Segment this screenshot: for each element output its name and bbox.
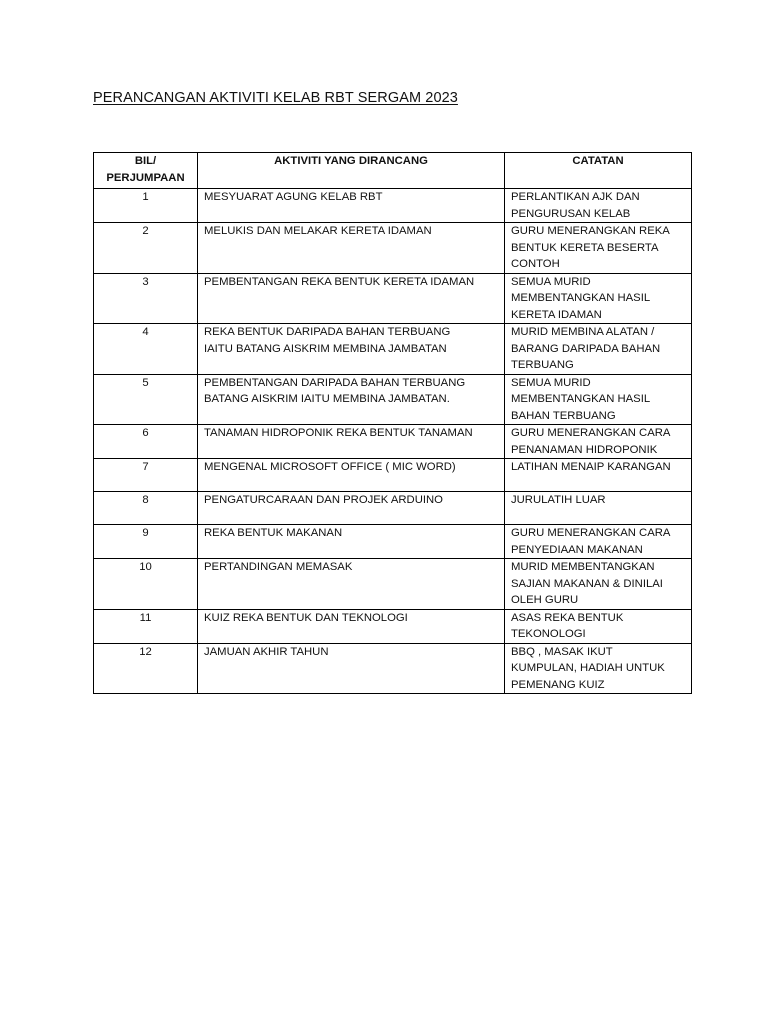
- cell-catatan: GURU MENERANGKAN CARA PENANAMAN HIDROPONIK: [505, 425, 692, 459]
- cell-aktiviti: PENGATURCARAAN DAN PROJEK ARDUINO: [198, 492, 505, 525]
- cell-aktiviti: PEMBENTANGAN DARIPADA BAHAN TERBUANG BATANG AISKRIM IAITU MEMBINA JAMBATAN.: [198, 374, 505, 425]
- cell-catatan: JURULATIH LUAR: [505, 492, 692, 525]
- table-row: [94, 559, 692, 610]
- cell-catatan: SEMUA MURID MEMBENTANGKAN HASIL BAHAN TERBUANG: [505, 374, 692, 425]
- cell-bil: 11: [94, 609, 198, 643]
- cell-catatan: MURID MEMBINA ALATAN / BARANG DARIPADA BAHAN TERBUANG: [505, 324, 692, 375]
- cell-catatan: BBQ , MASAK IKUT KUMPULAN, HADIAH UNTUK PEMENANG KUIZ: [505, 643, 692, 694]
- cell-bil: 5: [94, 374, 198, 425]
- cell-catatan: ASAS REKA BENTUK TEKONOLOGI: [505, 609, 692, 643]
- cell-aktiviti: REKA BENTUK MAKANAN: [198, 525, 505, 559]
- cell-bil: 1: [94, 189, 198, 223]
- cell-aktiviti: TANAMAN HIDROPONIK REKA BENTUK TANAMAN: [198, 425, 505, 459]
- document-title: PERANCANGAN AKTIVITI KELAB RBT SERGAM 2023: [93, 90, 458, 106]
- cell-bil: 3: [94, 273, 198, 324]
- header-bil: BIL/ PERJUMPAAN: [94, 153, 198, 189]
- cell-aktiviti: JAMUAN AKHIR TAHUN: [198, 643, 505, 694]
- cell-bil: 4: [94, 324, 198, 375]
- cell-bil: 7: [94, 459, 198, 492]
- cell-bil: 10: [94, 559, 198, 610]
- table-row: [94, 189, 692, 223]
- table-body: [94, 189, 692, 694]
- table-row: [94, 525, 692, 559]
- table-header: [94, 153, 692, 189]
- cell-catatan: GURU MENERANGKAN CARA PENYEDIAAN MAKANAN: [505, 525, 692, 559]
- activity-plan-table: [93, 152, 692, 694]
- cell-aktiviti: PERTANDINGAN MEMASAK: [198, 559, 505, 610]
- table-row: [94, 273, 692, 324]
- cell-bil: 8: [94, 492, 198, 525]
- cell-bil: 6: [94, 425, 198, 459]
- cell-aktiviti: MENGENAL MICROSOFT OFFICE ( MIC WORD): [198, 459, 505, 492]
- cell-catatan: SEMUA MURID MEMBENTANGKAN HASIL KERETA IDAMAN: [505, 273, 692, 324]
- cell-aktiviti: REKA BENTUK DARIPADA BAHAN TERBUANG IAITU BATANG AISKRIM MEMBINA JAMBATAN: [198, 324, 505, 375]
- table-row: [94, 223, 692, 274]
- cell-aktiviti: MELUKIS DAN MELAKAR KERETA IDAMAN: [198, 223, 505, 274]
- table-row: [94, 643, 692, 694]
- table-row: [94, 459, 692, 492]
- table-row: [94, 324, 692, 375]
- cell-catatan: MURID MEMBENTANGKAN SAJIAN MAKANAN & DINILAI OLEH GURU: [505, 559, 692, 610]
- table-row: [94, 492, 692, 525]
- cell-bil: 2: [94, 223, 198, 274]
- cell-catatan: PERLANTIKAN AJK DAN PENGURUSAN KELAB: [505, 189, 692, 223]
- cell-aktiviti: KUIZ REKA BENTUK DAN TEKNOLOGI: [198, 609, 505, 643]
- cell-bil: 12: [94, 643, 198, 694]
- header-catatan: CATATAN: [505, 153, 692, 189]
- table-row: [94, 425, 692, 459]
- cell-catatan: GURU MENERANGKAN REKA BENTUK KERETA BESERTA CONTOH: [505, 223, 692, 274]
- cell-aktiviti: MESYUARAT AGUNG KELAB RBT: [198, 189, 505, 223]
- cell-catatan: LATIHAN MENAIP KARANGAN: [505, 459, 692, 492]
- header-aktiviti: AKTIVITI YANG DIRANCANG: [198, 153, 505, 189]
- table-row: [94, 609, 692, 643]
- table-row: [94, 374, 692, 425]
- cell-bil: 9: [94, 525, 198, 559]
- cell-aktiviti: PEMBENTANGAN REKA BENTUK KERETA IDAMAN: [198, 273, 505, 324]
- header-row: [94, 153, 692, 189]
